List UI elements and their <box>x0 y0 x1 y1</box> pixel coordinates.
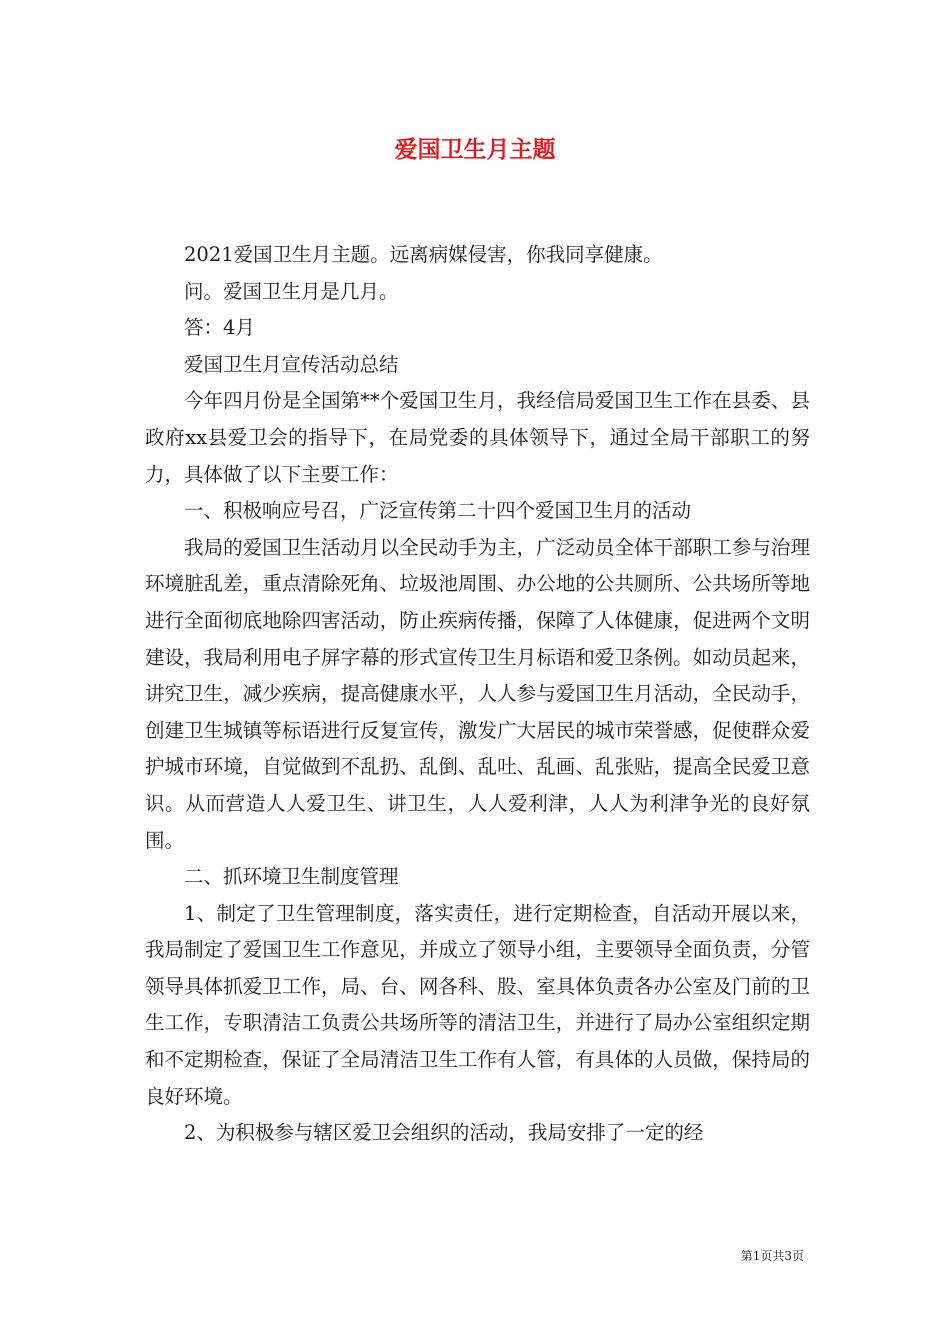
page-number: 第1页共3页 <box>740 1249 804 1263</box>
paragraph-question: 问。爱国卫生月是几月。 <box>184 279 399 303</box>
paragraph-heading-one: 一、积极响应号召，广泛宣传第二十四个爱国卫生月的活动 <box>184 499 692 523</box>
document-body <box>145 237 810 1152</box>
paragraph-activities: 我局的爱国卫生活动月以全民动手为主，广泛动员全体干部职工参与治理环境脏乱差，重点清除死角、垃圾池周围、办公地的公共厕所、公共场所等地进行全面彻底地除四害活动，防止疾病传播，保障了人体健康，促进两个文明建设，我局利用电子屏字幕的形式宣传卫生月标语和爱卫条例。如动员起来，讲究卫生，减少疾病，提高健康水平，人人参与爱国卫生月活动，全民动手，创建卫生城镇等标语进行反复宣传，激发广大居民的城市荣誉感，促使群众爱护城市环境，自觉做到不乱扔、乱倒、乱吐、乱画、乱张贴，提高全民爱卫意识。从而营造人人爱卫生、讲卫生，人人爱利津，人人为利津争光的良好氛围。 <box>145 535 810 852</box>
paragraph-item-one: 1、制定了卫生管理制度，落实责任，进行定期检查，自活动开展以来，我局制定了爱国卫生工作意见，并成立了领导小组，主要领导全面负责，分管领导具体抓爱卫工作，局、台、网各科、股、室具体负责各办公室及门前的卫生工作，专职清洁工负责公共场所等的清洁卫生，并进行了局办公室组织定期和不定期检查，保证了全局清洁卫生工作有人管，有具体的人员做，保持局的良好环境。 <box>145 901 810 1108</box>
document-title: 爱国卫生月主题 <box>394 136 556 163</box>
paragraph-theme: 2021爱国卫生月主题。远离病媒侵害，你我同享健康。 <box>184 243 663 266</box>
paragraph-intro: 今年四月份是全国第**个爱国卫生月，我经信局爱国卫生工作在县委、县政府xx县爱卫会的指导下，在局党委的具体领导下，通过全局干部职工的努力，具体做了以下主要工作： <box>145 389 810 486</box>
paragraph-answer: 答：4月 <box>184 316 255 340</box>
paragraph-heading-two: 二、抓环境卫生制度管理 <box>184 865 399 889</box>
paragraph-item-two: 2、为积极参与辖区爱卫会组织的活动，我局安排了一定的经 <box>184 1121 704 1145</box>
paragraph-section-heading: 爱国卫生月宣传活动总结 <box>184 352 399 376</box>
